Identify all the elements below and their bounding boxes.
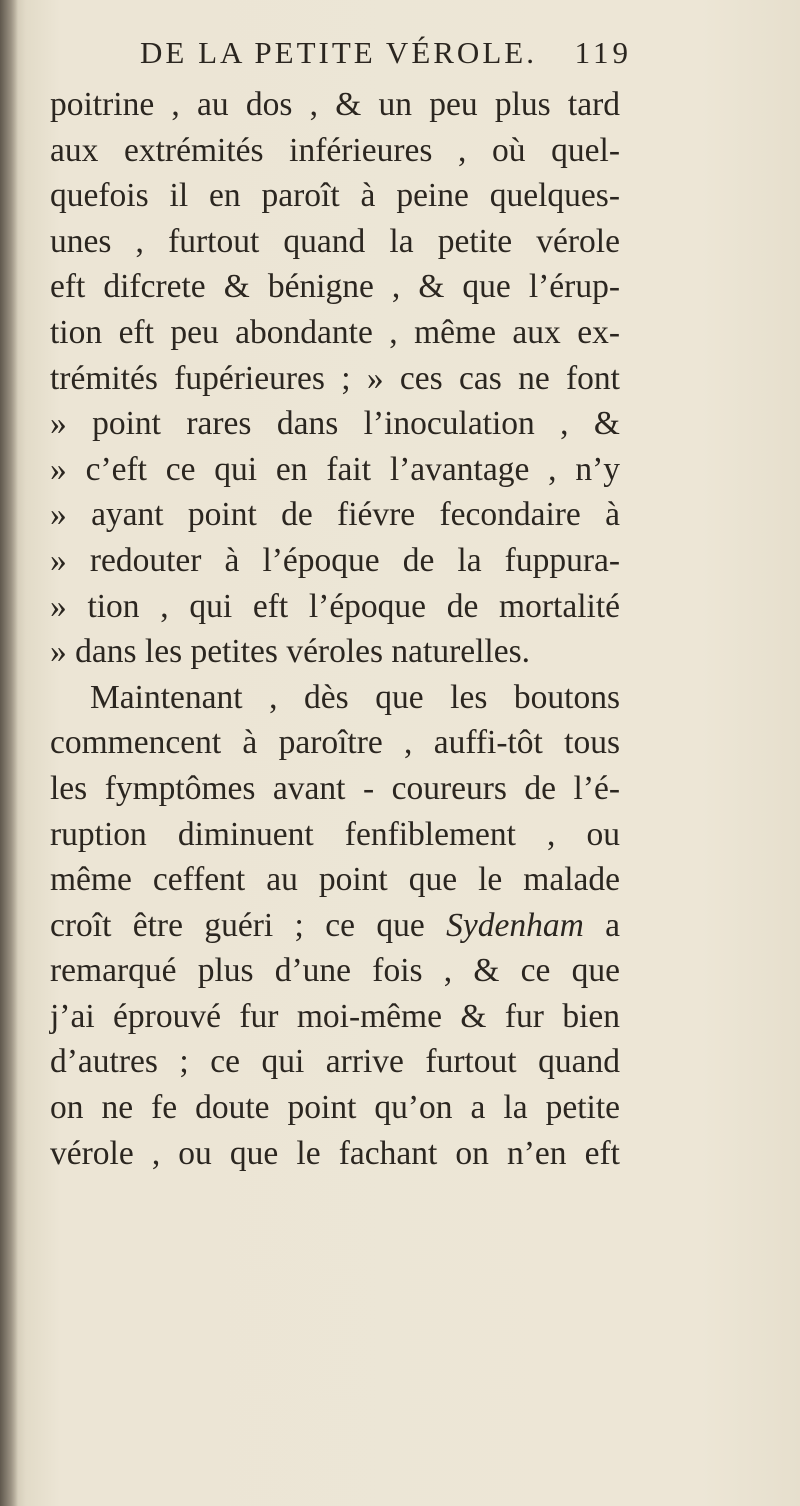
text-line: tion eft peu abondante , même aux ex- [50, 313, 620, 351]
page-number: 119 [574, 35, 632, 70]
text-line: les fymptômes avant - coureurs de l’é- [50, 769, 620, 807]
text-line-with-name [50, 903, 620, 949]
italic-name-sydenham: Sydenham [446, 906, 584, 944]
text-line: » redouter à l’époque de la fuppura- [50, 541, 620, 579]
text-line: on ne fe doute point qu’on a la petite [50, 1089, 620, 1127]
text-line: » point rares dans l’inoculation , & [50, 405, 620, 443]
body-text [50, 82, 620, 1176]
text-line: d’autres ; ce qui arrive furtout quand [50, 1043, 620, 1081]
running-head: DE LA PETITE VÉROLE. [140, 35, 537, 70]
text-line: quefois il en paroît à peine quelques- [50, 177, 620, 215]
text-line: ruption diminuent fenfiblement , ou [50, 815, 620, 853]
page-header [140, 28, 640, 78]
text-line: » c’eft ce qui en fait l’avantage , n’y [50, 450, 620, 488]
text-line: poitrine , au dos , & un peu plus tard [50, 86, 620, 123]
text-line: commencent à paroître , auffi-tôt tous [50, 724, 620, 762]
text-line: vérole , ou que le fachant on n’en eft [50, 1134, 620, 1172]
text-line: » tion , qui eft l’époque de mortalité [50, 587, 620, 625]
text-line: remarqué plus d’une fois , & ce que [50, 952, 620, 990]
paragraph-start-line: Maintenant , dès que les boutons [90, 678, 620, 716]
text-line: trémités fupérieures ; » ces cas ne font [50, 359, 620, 397]
text-segment: croît être guéri ; ce que [50, 906, 425, 944]
text-line: » ayant point de fiévre fecondaire à [50, 496, 620, 534]
page-spine-shadow [0, 0, 18, 1506]
text-line: même ceffent au point que le malade [50, 861, 620, 899]
text-line: eft difcrete & bénigne , & que l’érup- [50, 268, 620, 306]
text-line: aux extrémités inférieures , où quel- [50, 131, 620, 169]
paragraph-end-line: » dans les petites véroles naturelles. [50, 633, 531, 671]
text-segment: a [605, 906, 621, 944]
text-line: unes , furtout quand la petite vérole [50, 222, 620, 260]
text-line: j’ai éprouvé fur moi-même & fur bien [50, 997, 620, 1035]
